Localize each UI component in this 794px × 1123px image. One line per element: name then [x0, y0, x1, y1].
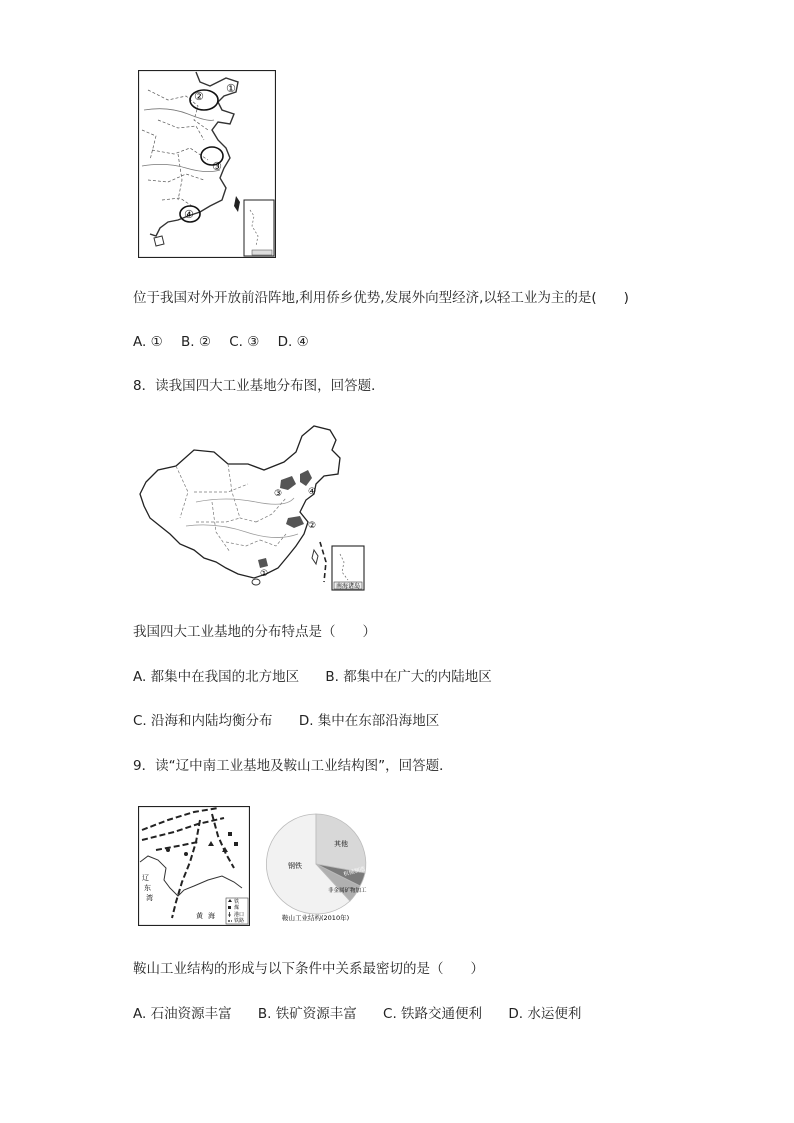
pie-caption: 鞍山工业结构(2010年) — [282, 914, 350, 922]
q9-option-d[interactable]: D. 水运便利 — [508, 1006, 582, 1022]
q8-options-row1 — [133, 668, 514, 686]
q8-question: 我国四大工业基地的分布特点是（ ） — [133, 624, 376, 640]
q8-option-d[interactable]: D. 集中在东部沿海地区 — [298, 713, 440, 729]
q9-option-b[interactable]: B. 铁矿资源丰富 — [257, 1006, 357, 1022]
q9-stem: 9．读“辽中南工业基地及鞍山工业结构图”，回答题． — [133, 758, 453, 774]
pie-label-other: 其他 — [334, 840, 348, 848]
map2-inset-label: 南海诸岛 — [336, 583, 361, 590]
q7-question: 位于我国对外开放前沿阵地,利用侨乡优势,发展外向型经济,以轻工业为主的是( ) — [133, 290, 629, 306]
map1-marker: ① — [226, 82, 236, 95]
q9-question: 鞍山工业结构的形成与以下条件中关系最密切的是（ ） — [133, 961, 484, 977]
map3-legend-item: 铁 — [234, 899, 240, 905]
china-industrial-bases-map — [136, 422, 368, 592]
q7-option-c[interactable]: C. ③ — [229, 334, 260, 350]
map2-marker: ② — [308, 521, 317, 531]
q8-option-b[interactable]: B. 都集中在广大的内陆地区 — [325, 669, 492, 685]
sea-label: 湾 — [146, 894, 153, 902]
q8-options-row2 — [133, 712, 461, 730]
map1-marker: ② — [194, 90, 204, 103]
q7-option-a[interactable]: A. ① — [133, 334, 163, 350]
east-china-coast-map — [138, 70, 276, 258]
map2-marker: ④ — [308, 487, 317, 497]
map3-legend-item: 铁路 — [234, 918, 245, 924]
sea-label: 东 — [144, 884, 151, 892]
map2-marker: ① — [260, 569, 269, 579]
q9-option-a[interactable]: A. 石油资源丰富 — [133, 1006, 232, 1022]
sea-label: 辽 — [142, 874, 149, 882]
q9-option-c[interactable]: C. 铁路交通便利 — [383, 1006, 483, 1022]
sea-label: 黄 — [196, 912, 203, 920]
map3-legend-item: 港口 — [234, 912, 245, 918]
q8-option-a[interactable]: A. 都集中在我国的北方地区 — [133, 669, 300, 685]
map1-marker: ③ — [212, 160, 222, 173]
map3-legend-item: 煤 — [234, 905, 240, 911]
sea-label: 海 — [208, 912, 215, 920]
map1-marker: ④ — [184, 208, 194, 221]
pie-label-machinery: 机械制造 — [342, 866, 366, 878]
pie-label-nonmetal: 非金属矿物加工 — [328, 888, 367, 894]
q7-option-b[interactable]: B. ② — [180, 334, 211, 350]
anshan-industry-pie — [260, 812, 372, 924]
q9-options — [133, 1005, 603, 1023]
pie-label-steel: 钢铁 — [288, 862, 302, 870]
map2-marker: ③ — [274, 489, 283, 499]
q8-stem: 8．读我国四大工业基地分布图，回答题． — [133, 378, 385, 394]
q7-option-d[interactable]: D. ④ — [277, 334, 309, 350]
q8-option-c[interactable]: C. 沿海和内陆均衡分布 — [133, 713, 273, 729]
q7-options — [133, 333, 323, 351]
liaozhongnan-base-map — [138, 806, 250, 926]
